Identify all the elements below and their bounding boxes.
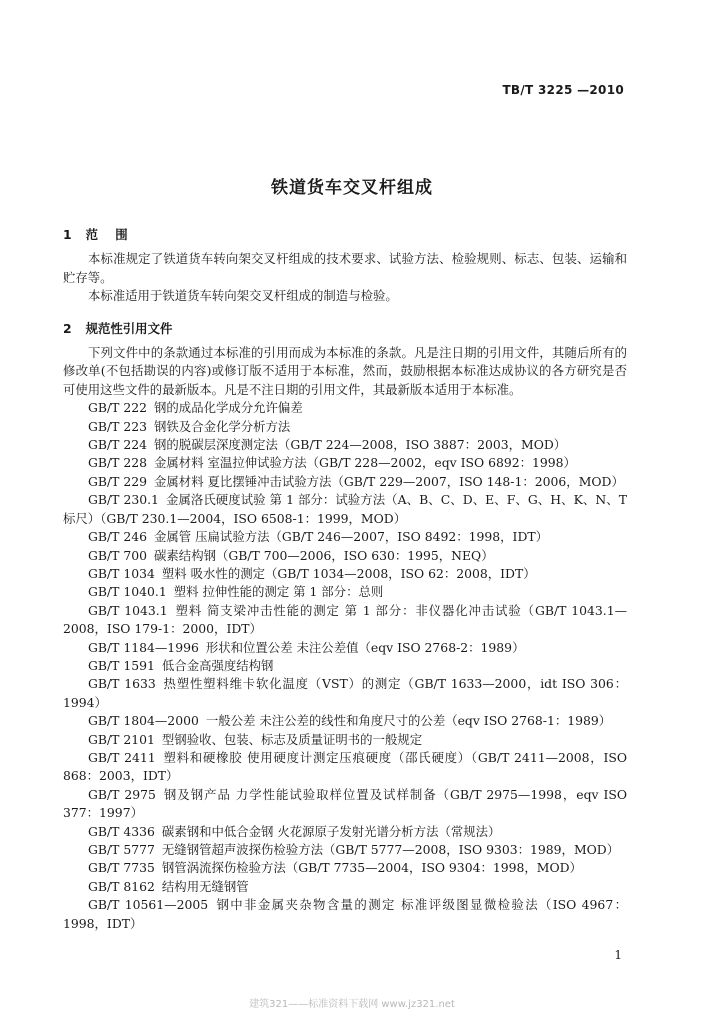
paragraph: 下列文件中的条款通过本标准的引用而成为本标准的条款。凡是注日期的引用文件，其随后所有的修改单(不包括勘误的内容)或修订版不适用于本标准，然而，鼓励根据本标准达成协议的各方研究是否可使用这些文件的最新版本。凡是不注日期的引用文件，其最新版本适用于本标准。 [63,345,627,397]
reference-item [63,473,627,491]
section-number: 1 [63,227,72,242]
reference-item [63,859,627,877]
section-title: 范 围 [85,227,128,242]
reference-item [63,528,627,546]
reference-item [63,878,627,896]
reference-item [63,454,627,472]
reference-code: GB/T 1040.1 [88,584,167,600]
reference-code: GB/T 224 [88,437,148,453]
reference-title: 一般公差 未注公差的线性和角度尺寸的公差（eqv ISO 2768-1：1989） [205,713,612,729]
reference-title: 钢及钢产品 力学性能试验取样位置及试样制备（GB/T 2975—1998，eqv ISO 377：1997） [63,786,627,821]
reference-code: GB/T 2975 [88,786,156,802]
section-title: 规范性引用文件 [85,320,173,336]
paragraph: 本标准规定了铁道货车转向架交叉杆组成的技术要求、试验方法、检验规则、标志、包装、运输和贮存等。 [63,251,627,285]
reference-title: 金属管 压扁试验方法（GB/T 246—2007，ISO 8492：1998，IDT） [154,529,549,545]
reference-code: GB/T 246 [88,529,148,545]
reference-title: 型钢验收、包装、标志及质量证明书的一般规定 [161,731,423,747]
reference-title: 钢的成品化学成分允许偏差 [154,400,303,416]
reference-title: 塑料 拉伸性能的测定 第 1 部分：总则 [173,584,384,600]
reference-list [63,399,627,933]
reference-item [63,675,627,712]
reference-item [63,896,627,933]
reference-title: 金属材料 夏比摆锤冲击试验方法（GB/T 229—2007，ISO 148-1：2006，MOD） [154,473,624,489]
reference-item [63,583,627,601]
reference-item [63,436,627,454]
reference-title: 塑料和硬橡胶 使用硬度计测定压痕硬度（邵氏硬度）（GB/T 2411—2008，ISO 868：2003，IDT） [63,749,627,784]
section-2-heading [63,320,627,338]
reference-code: GB/T 2411 [88,749,156,765]
document-title: 铁道货车交叉杆组成 [271,178,433,198]
watermark-footer: 建筑321——标准资料下载网 www.jz321.net [249,999,455,1010]
reference-title: 钢管涡流探伤检验方法（GB/T 7735—2004，ISO 9304：1998，MOD） [161,860,582,876]
reference-title: 无缝钢管超声波探伤检验方法（GB/T 5777—2008，ISO 9303：1989，MOD） [161,842,620,857]
reference-code: GB/T 223 [88,418,148,434]
reference-title: 形状和位置公差 未注公差值（eqv ISO 2768-2：1989） [205,639,525,655]
section-1-heading [63,226,627,244]
reference-item [63,786,627,823]
reference-code: GB/T 5777 [88,842,155,857]
reference-title: 金属材料 室温拉伸试验方法（GB/T 228—2002，eqv ISO 6892：1998） [154,455,576,471]
reference-title: 热塑性塑料维卡软化温度（VST）的测定（GB/T 1633—2000，idt ISO 306：1994） [63,676,627,710]
reference-code: GB/T 1043.1 [88,602,168,618]
reference-code: GB/T 1184—1996 [88,639,199,655]
reference-code: GB/T 222 [88,400,148,416]
reference-code: GB/T 230.1 [88,492,159,508]
reference-title: 塑料 吸水性的测定（GB/T 1034—2008，ISO 62：2008，IDT） [161,565,536,581]
reference-item [63,639,627,657]
reference-item [63,565,627,583]
reference-title: 金属洛氏硬度试验 第 1 部分：试验方法（A、B、C、D、E、F、G、H、K、N、T 标尺）（GB/T 230.1—2004，ISO 6508-1：1999，MOD） [63,492,627,526]
reference-code: GB/T 228 [88,455,148,471]
reference-item [63,712,627,730]
reference-title: 低合金高强度结构钢 [161,657,274,673]
reference-code: GB/T 1633 [88,676,156,692]
reference-code: GB/T 1804—2000 [88,713,199,729]
reference-title: 钢中非金属夹杂物含量的测定 标准评级图显微检验法（ISO 4967：1998，IDT） [63,897,627,931]
reference-item [63,547,627,565]
reference-title: 钢的脱碳层深度测定法（GB/T 224—2008，ISO 3887：2003，MOD） [154,437,567,453]
reference-item [63,749,627,786]
section-number: 2 [63,320,72,336]
reference-item [63,823,627,841]
reference-item [63,399,627,417]
reference-code: GB/T 4336 [88,823,155,839]
reference-code: GB/T 1591 [88,657,155,673]
document-body [63,226,627,933]
reference-title: 塑料 简支梁冲击性能的测定 第 1 部分：非仪器化冲击试验（GB/T 1043.1—2008，ISO 179-1：2000，IDT） [63,602,627,637]
reference-title: 碳素结构钢（GB/T 700—2006，ISO 630：1995，NEQ） [154,547,494,563]
reference-code: GB/T 229 [88,473,148,489]
reference-code: GB/T 10561—2005 [88,897,209,913]
reference-item [63,731,627,749]
reference-item [63,418,627,436]
reference-code: GB/T 700 [88,547,148,563]
reference-code: GB/T 7735 [88,860,155,876]
paragraph: 本标准适用于铁道货车转向架交叉杆组成的制造与检验。 [88,288,398,304]
reference-code: GB/T 2101 [88,731,155,747]
reference-code: GB/T 8162 [88,878,155,894]
reference-item [63,657,627,675]
reference-title: 结构用无缝钢管 [161,878,249,894]
reference-item [63,602,627,639]
document-id: TB/T 3225 —2010 [502,83,624,97]
reference-title: 钢铁及合金化学分析方法 [154,418,291,434]
reference-title: 碳素钢和中低合金钢 火花源原子发射光谱分析方法（常规法） [161,823,501,839]
page-number: 1 [614,948,622,962]
reference-item [63,841,627,859]
reference-code: GB/T 1034 [88,565,155,581]
reference-item [63,491,627,528]
